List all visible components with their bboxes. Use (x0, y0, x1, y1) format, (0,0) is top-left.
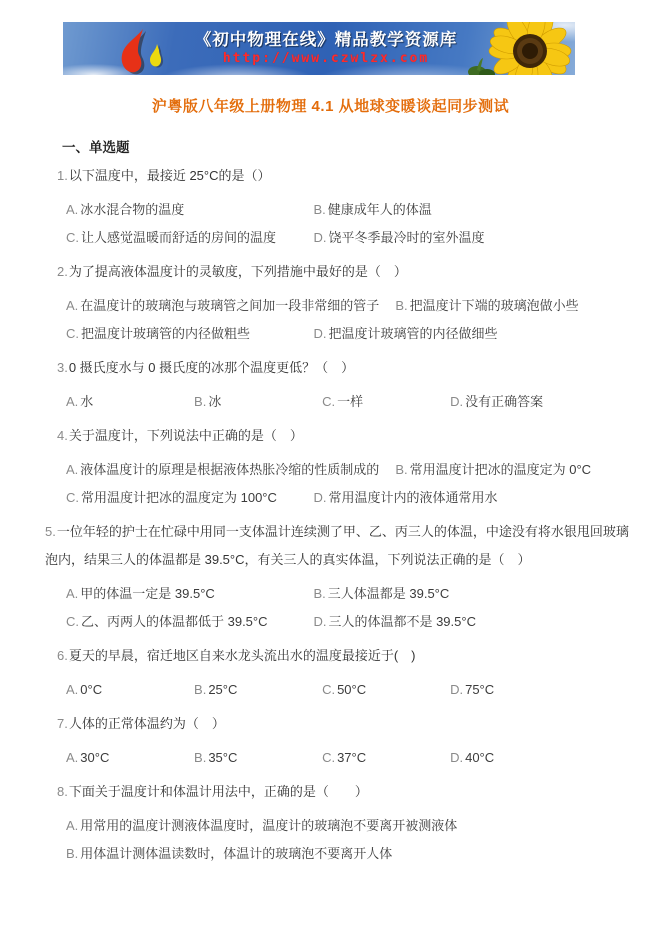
question-block (57, 354, 604, 416)
question-stem (57, 778, 604, 806)
option (194, 744, 322, 772)
question-text: 关于温度计，下列说法中正确的是（ ） (68, 428, 303, 443)
option-text: 用常用的温度计测液体温度时，温度计的玻璃泡不要离开被测液体 (80, 818, 458, 833)
question-block (57, 778, 604, 868)
option-text: 用体温计测体温读数时，体温计的玻璃泡不要离开人体 (80, 846, 393, 861)
option-row (66, 224, 604, 252)
option-text: 三人的体温都不是 39.5°C (328, 614, 476, 629)
question-number: 1. (57, 168, 68, 183)
sunflower-icon (485, 22, 575, 75)
option-row (66, 484, 604, 512)
option-letter: C. (322, 750, 336, 765)
question-options (57, 456, 604, 512)
option-letter: D. (313, 230, 327, 245)
option (194, 388, 322, 416)
question-text: 下面关于温度计和体温计用法中，正确的是（ ） (68, 784, 368, 799)
option-text: 35°C (208, 750, 238, 765)
option (450, 676, 502, 704)
question-text: 0 摄氏度水与 0 摄氏度的冰那个温度更低？（ ） (68, 360, 355, 375)
question-block (57, 642, 604, 704)
question-block (57, 710, 604, 772)
option (66, 812, 457, 840)
option-text: 30°C (80, 750, 110, 765)
section-heading: 一、单选题 (62, 140, 130, 155)
option (313, 484, 497, 512)
option (313, 320, 497, 348)
option-letter: B. (66, 846, 79, 861)
option-row (66, 744, 604, 772)
question-stem (57, 258, 604, 286)
question-text: 夏天的早晨，宿迁地区自来水龙头流出水的温度最接近于( ) (68, 648, 416, 663)
option-text: 0°C (80, 682, 103, 697)
question-options (57, 676, 604, 704)
option (66, 840, 392, 868)
option-text: 37°C (337, 750, 367, 765)
question-options (57, 196, 604, 252)
option (66, 196, 313, 224)
option-row (66, 388, 604, 416)
question-text: 人体的正常体温约为（ ） (68, 716, 225, 731)
question-options (57, 388, 604, 416)
option-text: 25°C (208, 682, 238, 697)
option-letter: C. (66, 614, 79, 629)
option-letter: C. (66, 326, 79, 341)
question-number: 2. (57, 264, 68, 279)
option-letter: A. (66, 750, 79, 765)
option-text: 把温度计玻璃管的内径做粗些 (81, 326, 251, 341)
option-row (66, 292, 604, 320)
option-text: 一样 (337, 394, 364, 409)
option (66, 484, 313, 512)
option-letter: D. (450, 750, 464, 765)
option (66, 224, 313, 252)
option-row (66, 320, 604, 348)
option-text: 常用温度计把冰的温度定为 0°C (409, 462, 592, 477)
option-letter: A. (66, 682, 79, 697)
flame-logo-icon (105, 24, 169, 75)
option (395, 292, 578, 320)
question-number: 7. (57, 716, 68, 731)
option-text: 甲的体温一定是 39.5°C (80, 586, 215, 601)
option-letter: B. (194, 682, 207, 697)
option-letter: B. (313, 586, 326, 601)
option (66, 456, 395, 484)
option-text: 三人体温都是 39.5°C (327, 586, 450, 601)
option (66, 292, 395, 320)
option-text: 常用温度计把冰的温度定为 100°C (81, 490, 277, 505)
question-stem (57, 710, 604, 738)
question-number: 4. (57, 428, 68, 443)
option (66, 388, 194, 416)
option-text: 乙、丙两人的体温都低于 39.5°C (81, 614, 268, 629)
option (313, 608, 476, 636)
option-text: 没有正确答案 (465, 394, 544, 409)
option-letter: B. (395, 462, 408, 477)
option (313, 196, 431, 224)
question-number: 5. (45, 524, 56, 539)
question-text: 以下温度中，最接近 25°C的是（） (68, 168, 271, 183)
option-text: 冰水混合物的温度 (80, 202, 185, 217)
option (322, 388, 450, 416)
question-number: 8. (57, 784, 68, 799)
question-list (45, 162, 629, 868)
option-text: 健康成年人的体温 (327, 202, 432, 217)
option (322, 676, 450, 704)
option (322, 744, 450, 772)
question-number: 3. (57, 360, 68, 375)
option-row (66, 608, 604, 636)
option-row (66, 812, 604, 840)
option-text: 40°C (465, 750, 495, 765)
question-stem (45, 518, 630, 574)
option (450, 744, 502, 772)
option-text: 常用温度计内的液体通常用水 (328, 490, 498, 505)
option-text: 把温度计玻璃管的内径做细些 (328, 326, 498, 341)
option-text: 饶平冬季最冷时的室外温度 (328, 230, 485, 245)
question-stem (57, 162, 604, 190)
option-letter: C. (66, 230, 79, 245)
option-letter: C. (322, 682, 336, 697)
option-letter: B. (395, 298, 408, 313)
option-text: 水 (80, 394, 94, 409)
option-row (66, 676, 604, 704)
question-options (57, 292, 604, 348)
option-letter: A. (66, 818, 79, 833)
question-block (57, 162, 604, 252)
option-letter: D. (450, 682, 464, 697)
option (313, 224, 484, 252)
option-text: 让人感觉温暖而舒适的房间的温度 (81, 230, 277, 245)
option-row (66, 196, 604, 224)
question-text: 一位年轻的护士在忙碌中用同一支体温计连续测了甲、乙、丙三人的体温，中途没有将水银甩回玻璃泡内，结果三人的体温都是 39.5°C，有关三人的真实体温，下列说法正确的是（ ） (45, 524, 629, 567)
page-title: 沪粤版八年级上册物理 4.1 从地球变暖谈起同步测试 (151, 98, 510, 115)
option (66, 676, 194, 704)
option (313, 580, 449, 608)
option-letter: B. (313, 202, 326, 217)
option-letter: D. (313, 326, 327, 341)
question-options (57, 812, 604, 868)
option (66, 744, 194, 772)
question-text: 为了提高液体温度计的灵敏度，下列措施中最好的是（ ） (68, 264, 407, 279)
option-letter: C. (66, 490, 79, 505)
banner-text (181, 26, 471, 66)
option-letter: A. (66, 462, 79, 477)
option-letter: B. (194, 394, 207, 409)
option-text: 把温度计下端的玻璃泡做小些 (409, 298, 579, 313)
option-letter: D. (313, 490, 327, 505)
question-block (45, 518, 629, 636)
option-letter: C. (322, 394, 336, 409)
option-letter: A. (66, 202, 79, 217)
site-banner (63, 22, 575, 75)
option-text: 冰 (208, 394, 222, 409)
question-block (57, 422, 604, 512)
banner-site-name: 《初中物理在线》精品教学资源库 (194, 31, 458, 49)
option-letter: B. (194, 750, 207, 765)
option (66, 580, 313, 608)
option (66, 608, 313, 636)
option-row (66, 840, 604, 868)
option-text: 50°C (337, 682, 367, 697)
option (450, 388, 551, 416)
question-stem (57, 354, 604, 382)
question-options (57, 580, 604, 636)
option-letter: A. (66, 394, 79, 409)
question-block (57, 258, 604, 348)
question-stem (57, 422, 604, 450)
option-letter: D. (450, 394, 464, 409)
option-letter: A. (66, 298, 79, 313)
question-options (57, 744, 604, 772)
option (194, 676, 322, 704)
question-stem (57, 642, 604, 670)
option (395, 456, 591, 484)
option-text: 液体温度计的原理是根据液体热胀冷缩的性质制成的 (80, 462, 380, 477)
option (66, 320, 313, 348)
option-letter: A. (66, 586, 79, 601)
option-text: 75°C (465, 682, 495, 697)
option-text: 在温度计的玻璃泡与玻璃管之间加一段非常细的管子 (80, 298, 380, 313)
option-letter: D. (313, 614, 327, 629)
banner-site-url-link[interactable]: http://www.czwlzx.com (222, 51, 430, 66)
option-row (66, 580, 604, 608)
question-number: 6. (57, 648, 68, 663)
option-row (66, 456, 604, 484)
